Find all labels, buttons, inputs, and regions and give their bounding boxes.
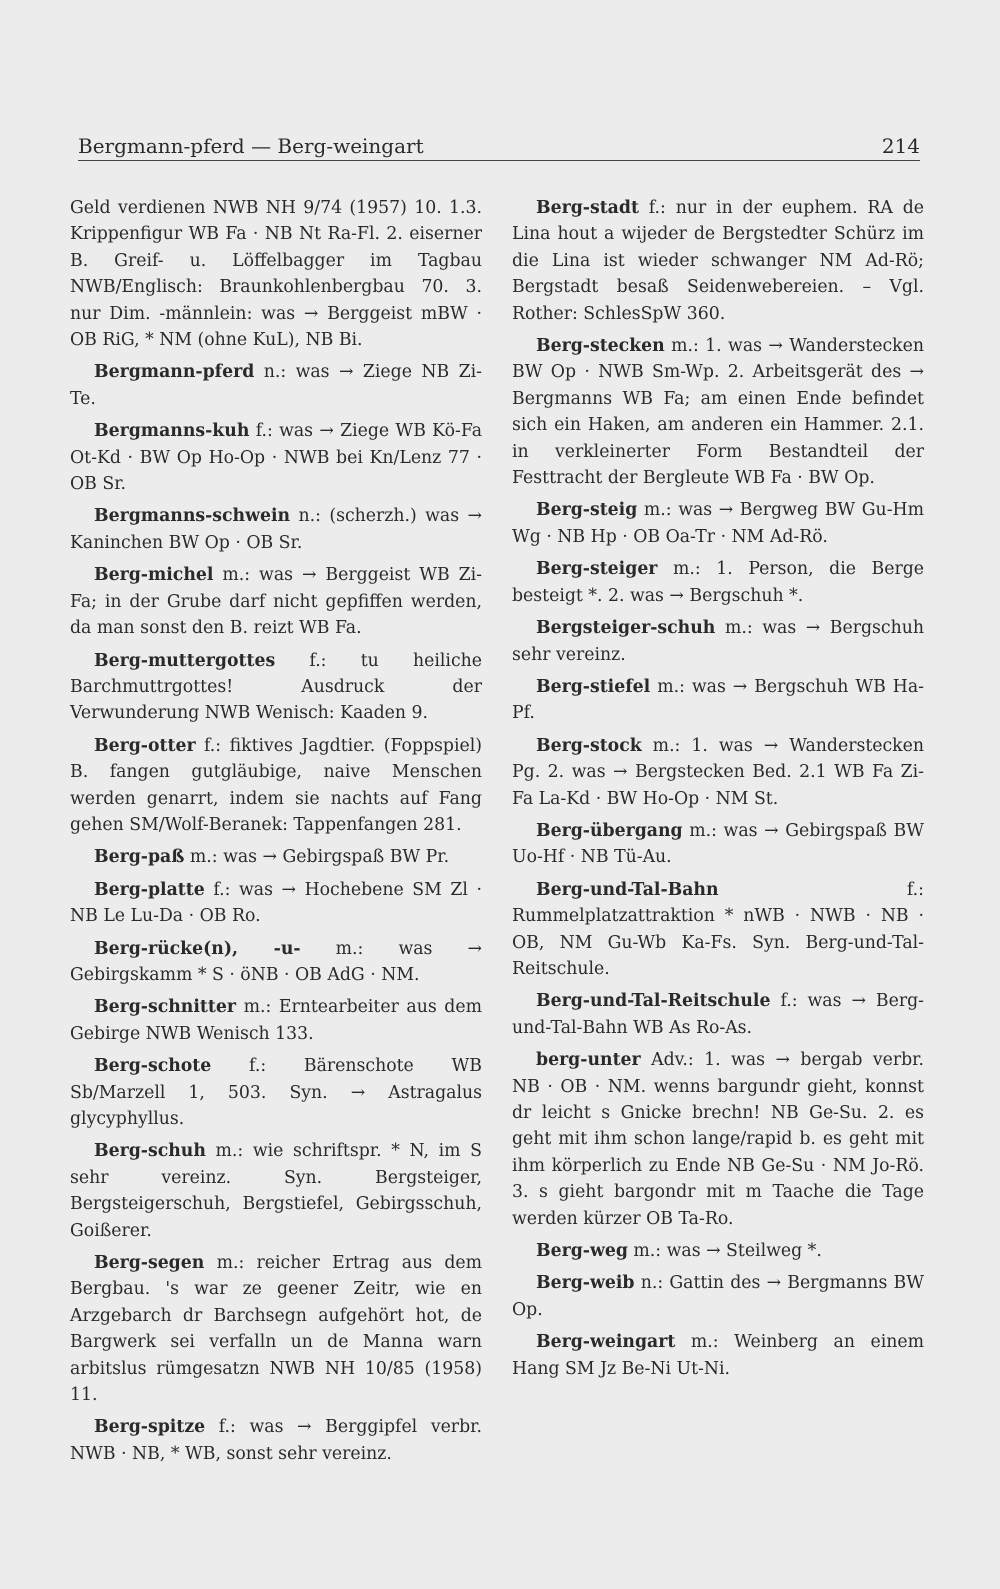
entry-headword: Berg-otter	[94, 735, 196, 756]
dictionary-entry	[512, 1047, 924, 1232]
entry-text: n.: Gattin des → Bergmanns BW Op.	[512, 1273, 924, 1320]
entry-text: m.: 1. Person, die Berge besteigt *. 2. was → Bergschuh *.	[512, 559, 924, 606]
dictionary-entry	[512, 195, 924, 327]
entry-headword: Berg-schnitter	[94, 997, 236, 1018]
entry-headword: Berg-steig	[536, 500, 638, 521]
entry-text: f.: tu heiliche Barchmuttrgottes! Ausdruck der Verwunderung NWB Wenisch: Kaaden 9.	[70, 650, 482, 724]
dictionary-entry	[70, 562, 482, 641]
dictionary-entry	[70, 648, 482, 727]
dictionary-entry	[512, 818, 924, 871]
entry-headword: Berg-weib	[536, 1273, 635, 1294]
entry-text: m.: wie schriftspr. * N, im S sehr vereinz. Syn. Bergsteiger, Bergsteigerschuh, Bergstiefel, Gebirgsschuh, Goißerer.	[70, 1141, 482, 1241]
entry-text: n.: (scherzh.) was → Kaninchen BW Op · OB Sr.	[70, 506, 482, 553]
entry-headword: Berg-platte	[94, 879, 205, 900]
entry-text: m.: Weinberg an einem Hang SM Jz Be-Ni Ut-Ni.	[512, 1332, 924, 1379]
entry-text: m.: Erntearbeiter aus dem Gebirge NWB Wenisch 133.	[70, 997, 482, 1044]
dictionary-entry	[70, 994, 482, 1047]
dictionary-entry	[512, 733, 924, 812]
entry-headword: Berg-übergang	[536, 820, 683, 841]
dictionary-entry	[70, 1053, 482, 1132]
entry-text: Adv.: 1. was → bergab verbr. NB · OB · NM. wenns bargundr gieht, konnst dr leicht s Gnicke brechn! NB Ge-Su. 2. es geht mit ihm schon lange/rapid b. es geht mit ihm körperlich zu Ende NB Ge-Su · NM Jo-Rö. 3. s gieht bargondr mit m Taache die Tage werden kürzer OB Ta-Ro.	[512, 1050, 924, 1229]
entry-text: m.: was → Gebirgskamm * S · öNB · OB AdG · NM.	[70, 938, 482, 985]
entry-text: m.: was → Gebirgspaß BW Pr.	[184, 847, 450, 868]
entry-headword: Berg-paß	[94, 847, 185, 868]
dictionary-entry	[70, 1138, 482, 1244]
entry-headword: Berg-und-Tal-Bahn	[536, 879, 719, 900]
entry-text: f.: was → Ziege WB Kö-Fa Ot-Kd · BW Op Ho-Op · NWB bei Kn/Lenz 77 · OB Sr.	[70, 421, 482, 495]
entry-text: f.: fiktives Jagdtier. (Foppspiel) B. fangen gutgläubige, naive Menschen werden genarrt, indem sie nachts auf Fang gehen SM/Wolf-Beranek: Tappenfangen 281.	[70, 735, 482, 835]
entry-headword: Berg-spitze	[94, 1417, 206, 1438]
entry-text: m.: was → Steilweg *.	[627, 1241, 822, 1262]
dictionary-entry	[512, 1270, 924, 1323]
entry-headword: Berg-stiefel	[536, 676, 651, 697]
right-column	[512, 195, 924, 1388]
entry-headword: Berg-stecken	[536, 336, 665, 357]
dictionary-entry	[70, 936, 482, 989]
left-column	[70, 195, 482, 1473]
dictionary-entry	[512, 556, 924, 609]
entry-headword: berg-unter	[536, 1050, 641, 1071]
dictionary-entry	[70, 359, 482, 412]
dictionary-entry	[512, 988, 924, 1041]
entry-text: f.: Bärenschote WB Sb/Marzell 1, 503. Syn. → Astragalus glycyphyllus.	[70, 1056, 482, 1129]
entry-headword: Berg-weg	[536, 1241, 628, 1262]
entry-headword: Bergsteiger-schuh	[536, 618, 716, 639]
dictionary-entry	[512, 615, 924, 668]
dictionary-entry	[70, 503, 482, 556]
dictionary-entry	[512, 497, 924, 550]
entry-text: m.: was → Gebirgspaß BW Uo-Hf · NB Tü-Au.	[512, 820, 924, 868]
entry-headword: Bergmanns-kuh	[94, 421, 250, 442]
dictionary-entry	[512, 877, 924, 983]
dictionary-entry	[70, 1250, 482, 1408]
entry-text: Geld verdienen NWB NH 9/74 (1957) 10. 1.3. Krippenfigur WB Fa · NB Nt Ra-Fl. 2. eiserner B. Greif- u. Löffelbagger im Tagbau NWB/Englisch: Braunkohlenbergbau 70. 3. nur Dim. -männlein: was → Berggeist mBW · OB RiG, * NM (ohne KuL), NB Bi.	[70, 198, 482, 351]
entry-headword: Berg-schuh	[94, 1141, 206, 1162]
dictionary-entry	[70, 418, 482, 497]
entry-headword: Berg-stadt	[536, 198, 639, 218]
dictionary-entry	[512, 1238, 924, 1264]
entry-text: f.: was → Hochebene SM Zl · NB Le Lu-Da · OB Ro.	[70, 879, 482, 927]
page-number: 214	[881, 134, 920, 158]
entry-headword: Berg-steiger	[536, 559, 658, 580]
entry-text: m.: was → Bergschuh sehr vereinz.	[512, 618, 924, 665]
header-rule	[78, 160, 920, 161]
entry-headword: Berg-schote	[94, 1056, 212, 1077]
entry-headword: Berg-michel	[94, 565, 214, 586]
entry-text: m.: was → Bergschuh WB Ha-Pf.	[512, 676, 924, 724]
entry-headword: Bergmann-pferd	[94, 362, 255, 383]
dictionary-entry	[70, 195, 482, 353]
entry-text: f.: Rummelplatzattraktion * nWB · NWB · NB · OB, NM Gu-Wb Ka-Fs. Syn. Berg-und-Tal-Reitschule.	[512, 879, 924, 979]
entry-text: n.: was → Ziege NB Zi-Te.	[70, 362, 482, 409]
dictionary-entry	[70, 733, 482, 839]
dictionary-entry	[70, 844, 482, 870]
entry-text: m.: was → Bergweg BW Gu-Hm Wg · NB Hp · OB Oa-Tr · NM Ad-Rö.	[512, 500, 924, 547]
entry-text: m.: reicher Ertrag aus dem Bergbau. 's war ze geener Zeitr, wie en Arzgebarch dr Barchsegn aufgehört hot, de Bargwerk sei verfalln un de Manna warn arbitslus rümgesatzn NWB NH 10/85 (1958) 11.	[70, 1253, 482, 1406]
entry-headword: Berg-stock	[536, 735, 642, 756]
entry-text: m.: 1. was → Wanderstecken BW Op · NWB Sm-Wp. 2. Arbeitsgerät des → Bergmanns WB Fa; am einen Ende befindet sich ein Haken, am anderen ein Hammer. 2.1. in verkleinerter Form Bestandteil der Festtracht der Bergleute WB Fa · BW Op.	[512, 336, 924, 489]
dictionary-entry	[512, 674, 924, 727]
entry-headword: Berg-weingart	[536, 1332, 676, 1353]
entry-headword: Bergmanns-schwein	[94, 506, 291, 527]
entry-text: m.: was → Berggeist WB Zi-Fa; in der Grube darf nicht gepfiffen werden, da man sonst den B. reizt WB Fa.	[70, 565, 482, 639]
entry-text: f.: was → Berggipfel verbr. NWB · NB, * WB, sonst sehr vereinz.	[70, 1417, 482, 1464]
dictionary-entry	[512, 1329, 924, 1382]
dictionary-entry	[70, 877, 482, 930]
header-title: Bergmann-pferd — Berg-weingart	[78, 134, 424, 158]
entry-headword: Berg-segen	[94, 1253, 205, 1274]
entry-text: f.: nur in der euphem. RA de Lina hout a wijeder de Bergstedter Schürz im die Lina ist wieder schwanger NM Ad-Rö; Bergstadt besaß Seidenwebereien. – Vgl. Rother: SchlesSpW 360.	[512, 198, 924, 324]
entry-text: m.: 1. was → Wanderstecken Pg. 2. was → Bergstecken Bed. 2.1 WB Fa Zi-Fa La-Kd · BW Ho-Op · NM St.	[512, 735, 924, 809]
dictionary-entry	[512, 333, 924, 491]
entry-headword: Berg-muttergottes	[94, 650, 276, 671]
entry-headword: Berg-und-Tal-Reitschule	[536, 991, 771, 1012]
dictionary-entry	[70, 1414, 482, 1467]
entry-text: f.: was → Berg-und-Tal-Bahn WB As Ro-As.	[512, 991, 924, 1038]
entry-headword: Berg-rücke(n), -u-	[94, 938, 301, 959]
